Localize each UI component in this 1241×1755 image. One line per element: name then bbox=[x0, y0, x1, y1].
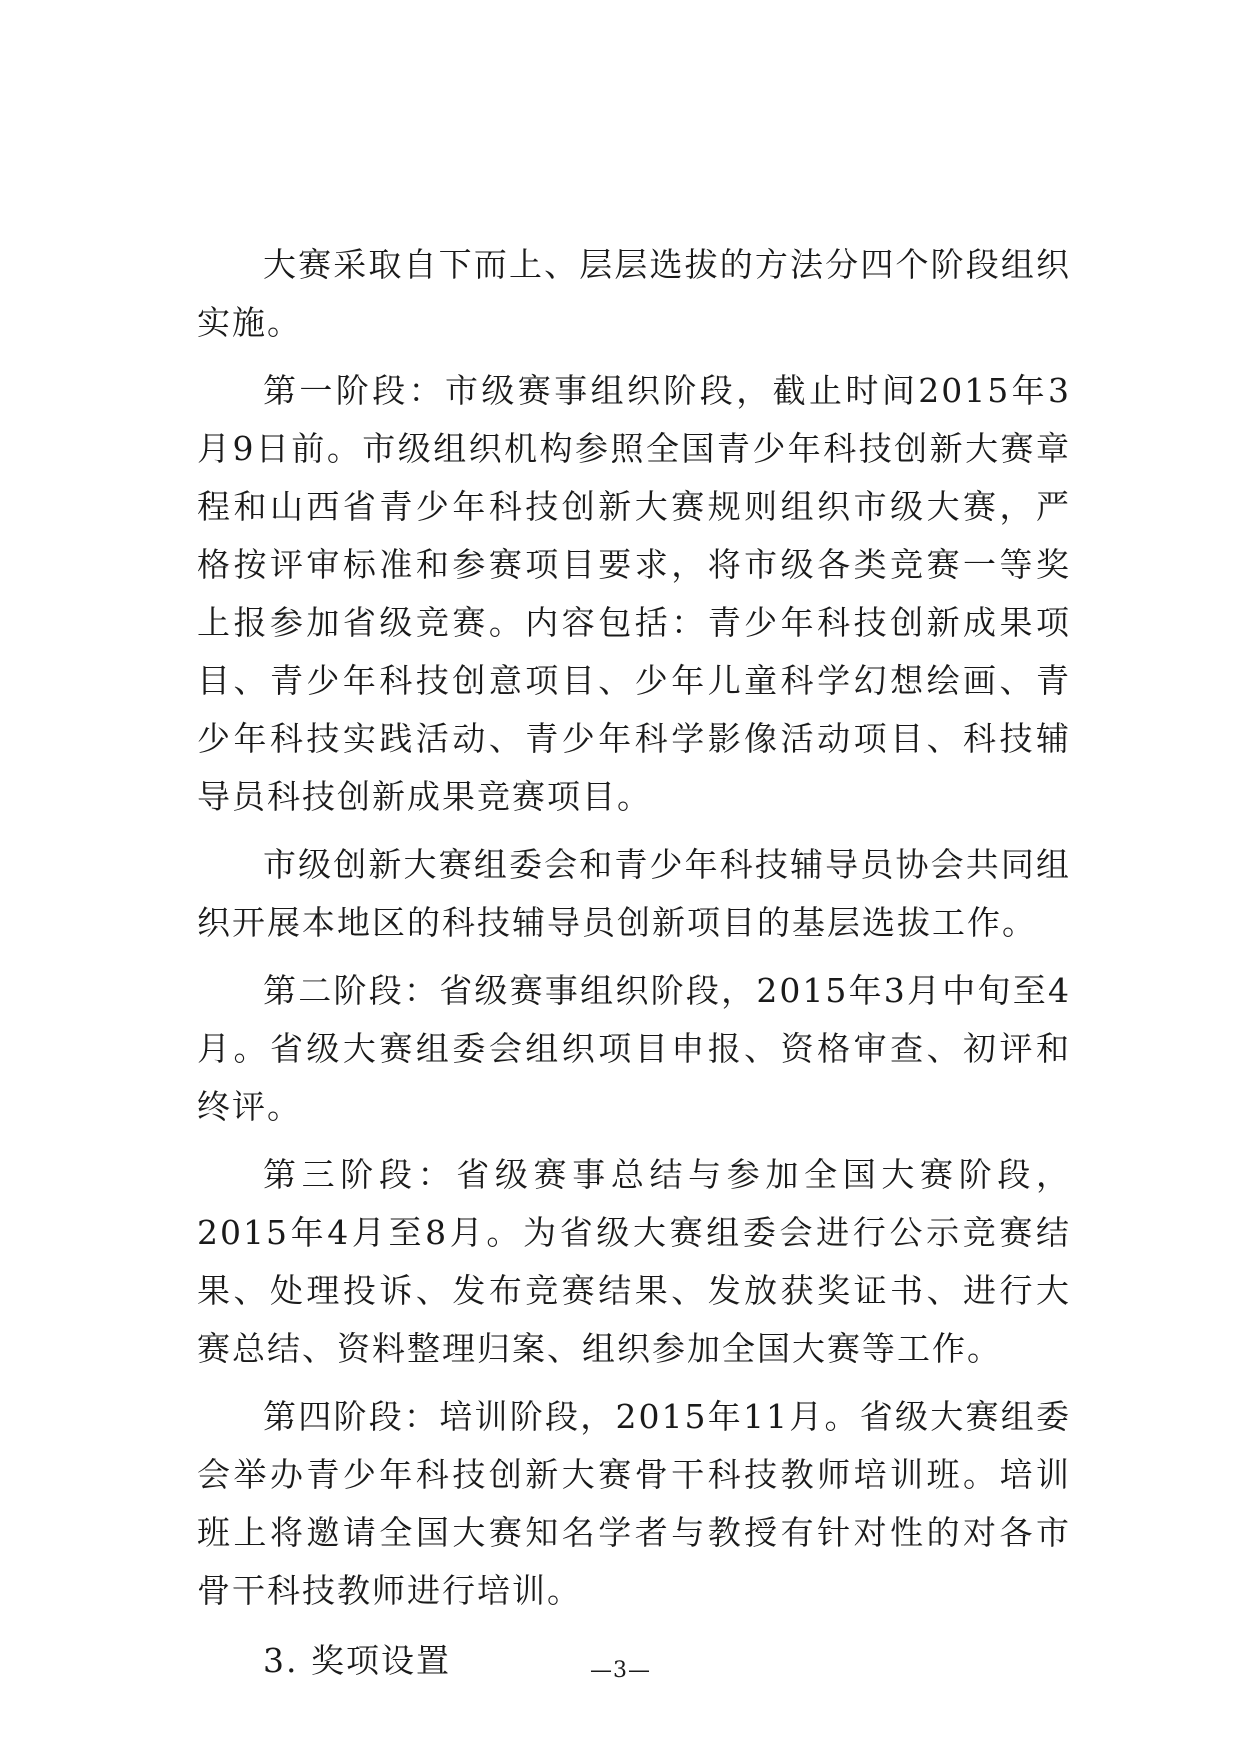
paragraph-stage-three: 第三阶段：省级赛事总结与参加全国大赛阶段，2015年4月至8月。为省级大赛组委会进行公示竞赛结果、处理投诉、发布竞赛结果、发放获奖证书、进行大赛总结、资料整理归案、组织参加全国大赛等工作。 bbox=[197, 1155, 1071, 1368]
paragraph-stage-one: 第一阶段：市级赛事组织阶段，截止时间2015年3月9日前。市级组织机构参照全国青少年科技创新大赛章程和山西省青少年科技创新大赛规则组织市级大赛，严格按评审标准和参赛项目要求，将市级各类竞赛一等奖上报参加省级竞赛。内容包括：青少年科技创新成果项目、青少年科技创意项目、少年儿童科学幻想绘画、青少年科技实践活动、青少年科学影像活动项目、科技辅导员科技创新成果竞赛项目。 bbox=[197, 371, 1071, 816]
paragraph-stage-four: 第四阶段：培训阶段，2015年11月。省级大赛组委会举办青少年科技创新大赛骨干科技教师培训班。培训班上将邀请全国大赛知名学者与教授有针对性的对各市骨干科技教师进行培训。 bbox=[197, 1397, 1071, 1610]
document-body bbox=[197, 236, 1071, 1690]
paragraph-intro: 大赛采取自下而上、层层选拔的方法分四个阶段组织实施。 bbox=[197, 245, 1071, 342]
paragraph-stage-two: 第二阶段：省级赛事组织阶段，2015年3月中旬至4月。省级大赛组委会组织项目申报、资格审查、初评和终评。 bbox=[197, 971, 1071, 1126]
page-number: —3— bbox=[590, 1658, 651, 1683]
paragraph-city-committee: 市级创新大赛组委会和青少年科技辅导员协会共同组织开展本地区的科技辅导员创新项目的基层选拔工作。 bbox=[197, 845, 1071, 942]
section-heading-awards: 3. 奖项设置 bbox=[263, 1641, 451, 1680]
